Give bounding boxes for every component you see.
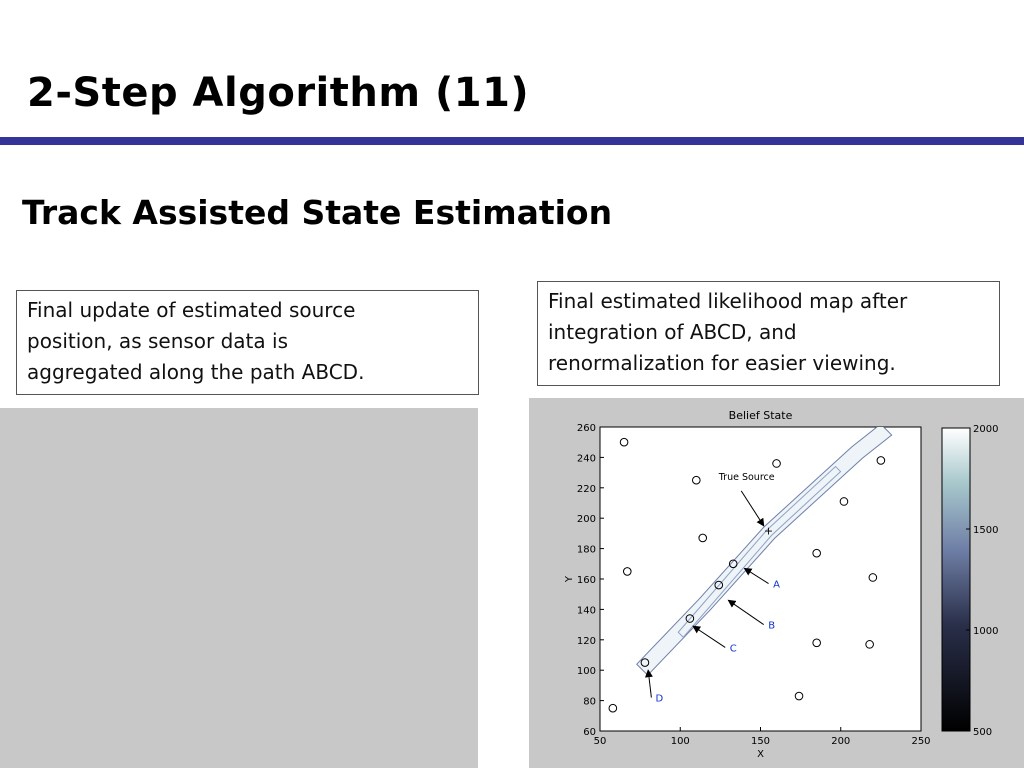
x-tick-label: 100	[670, 736, 690, 747]
belief-state-chart-left	[0, 408, 478, 768]
x-tick-label: 200	[831, 736, 851, 747]
y-tick-label: 80	[583, 696, 596, 708]
caption-right	[537, 281, 1000, 386]
y-tick-label: 240	[576, 453, 596, 465]
x-tick-label: 50	[593, 736, 607, 747]
belief-state-chart-right	[529, 398, 1024, 768]
y-tick-label: 180	[576, 544, 596, 556]
belief-state-plot-left	[0, 408, 478, 768]
y-tick-label: 140	[576, 605, 596, 617]
belief-state-plot-right	[529, 398, 1024, 768]
caption-right-line: renormalization for easier viewing.	[548, 351, 896, 375]
caption-right-line: Final estimated likelihood map after	[548, 289, 908, 313]
caption-left	[16, 290, 479, 395]
caption-right-line: integration of ABCD, and	[548, 320, 797, 344]
title-divider	[0, 137, 1024, 145]
path-label-d: D	[655, 693, 664, 705]
x-axis-label: X	[757, 749, 764, 760]
y-tick-label: 220	[576, 483, 596, 495]
x-tick-label: 150	[750, 736, 771, 747]
caption-left-line: position, as sensor data is	[27, 329, 288, 353]
y-tick-label: 120	[576, 635, 596, 647]
caption-left-line: Final update of estimated source	[27, 298, 356, 322]
colorbar-tick-label: 500	[973, 727, 993, 738]
y-tick-label: 160	[576, 575, 596, 586]
path-label-b: B	[768, 620, 776, 632]
slide-title: 2-Step Algorithm (11)	[27, 70, 530, 116]
colorbar-tick-label: 1500	[973, 525, 999, 536]
y-axis-label: Y	[564, 575, 575, 583]
y-tick-label: 200	[576, 514, 596, 526]
true-source-marker: +	[763, 524, 774, 538]
path-label-a: A	[773, 579, 780, 591]
colorbar	[942, 428, 970, 731]
colorbar-tick-label: 2000	[973, 424, 999, 435]
y-tick-label: 100	[576, 666, 596, 678]
caption-left-line: aggregated along the path ABCD.	[27, 360, 365, 384]
slide-subtitle: Track Assisted State Estimation	[22, 193, 613, 232]
chart-title: Belief State	[728, 409, 793, 422]
y-tick-label: 260	[576, 423, 596, 434]
colorbar-tick-label: 1000	[973, 626, 999, 637]
path-label-c: C	[729, 643, 737, 655]
y-tick-label: 60	[583, 727, 596, 738]
x-tick-label: 250	[911, 736, 931, 747]
annotation-label: True Source	[718, 472, 775, 484]
